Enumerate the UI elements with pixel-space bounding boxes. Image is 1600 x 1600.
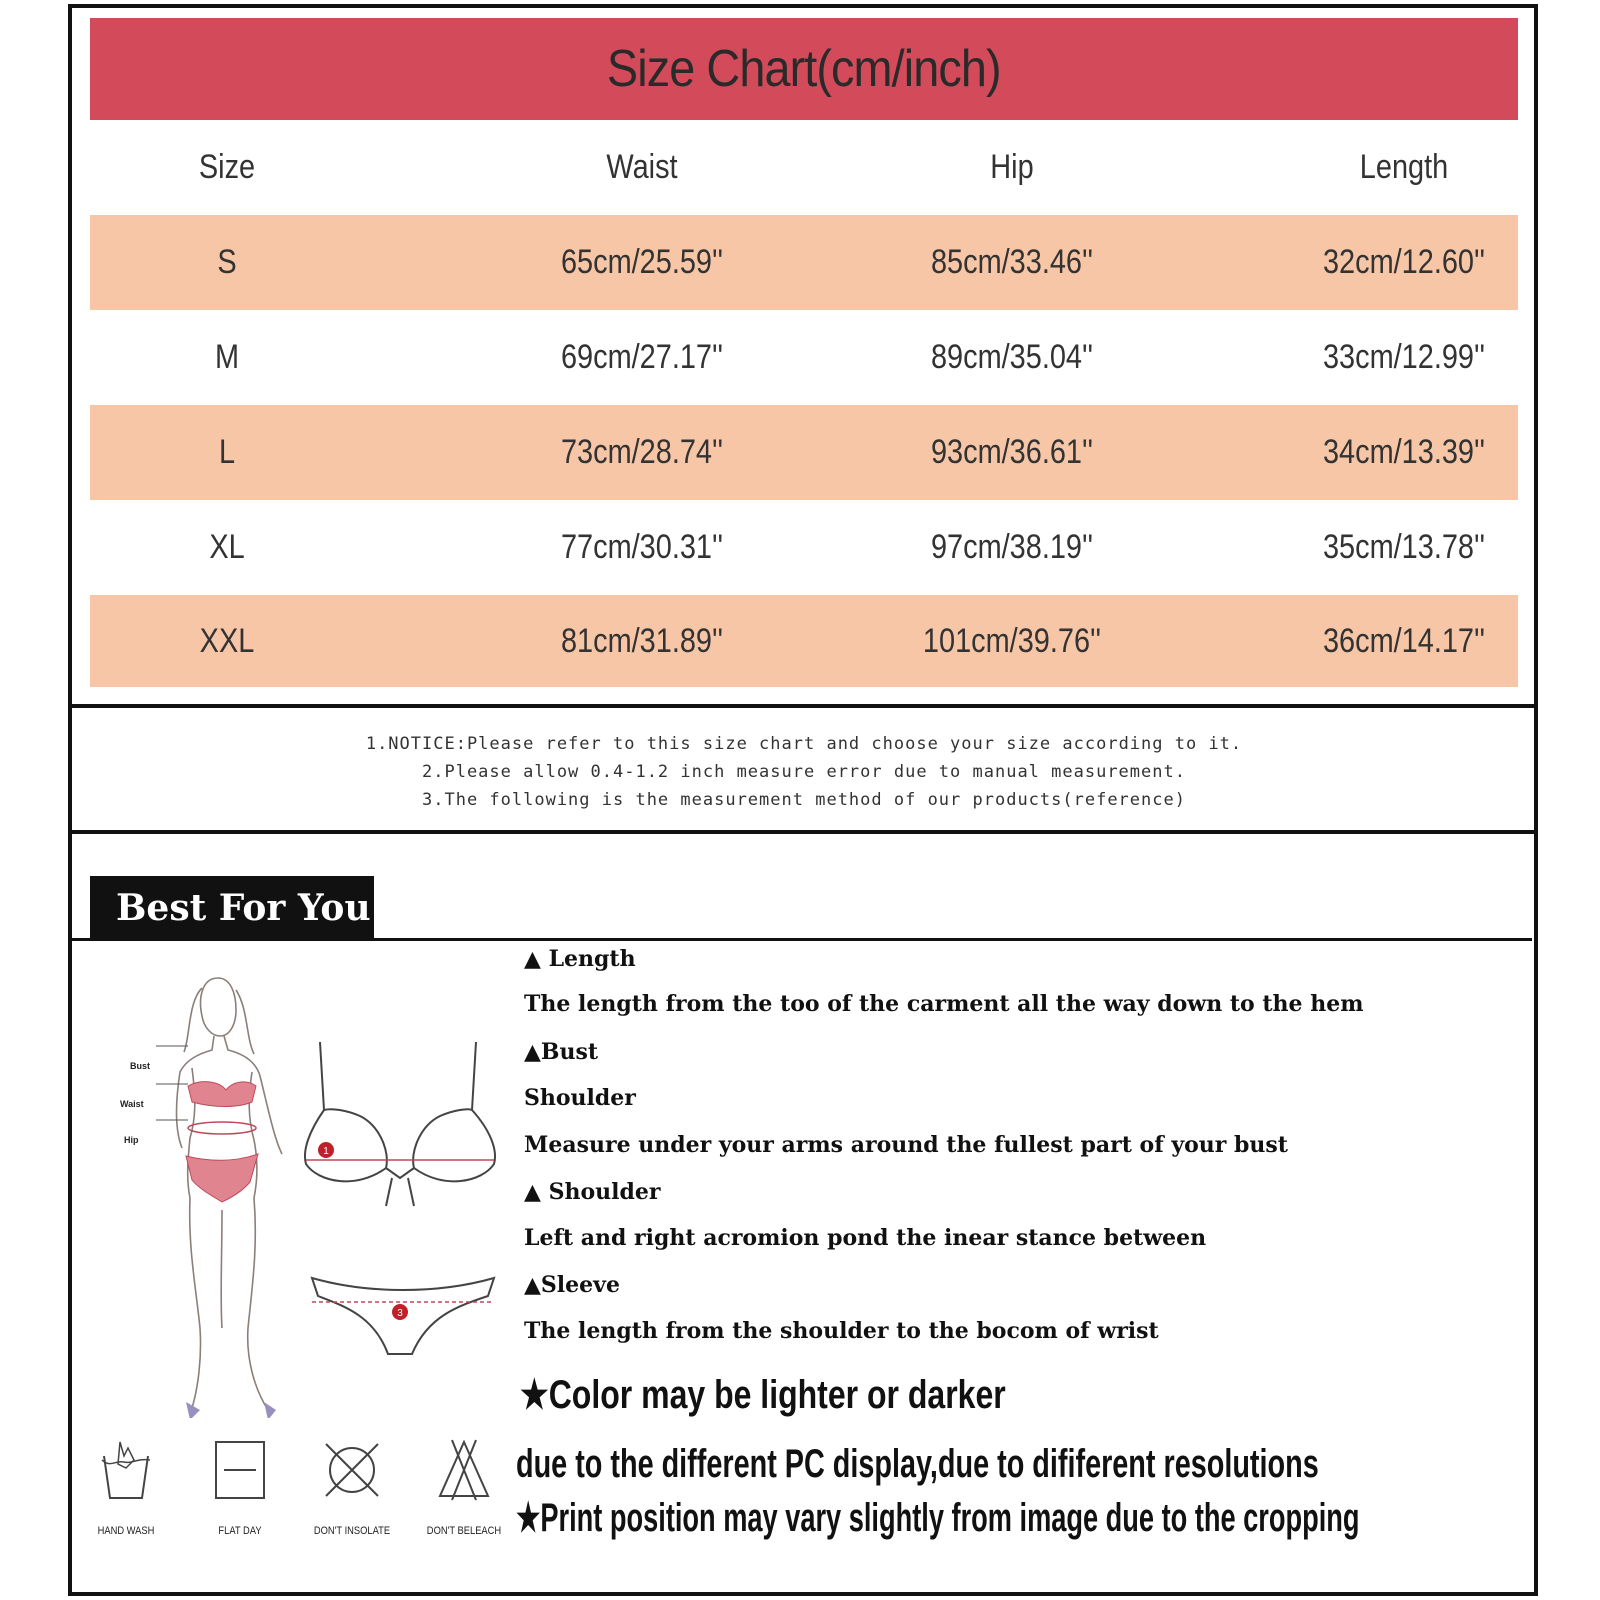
- size-chart-title-bar: [90, 18, 1518, 120]
- notice-line: 3.The following is the measurement method of our products(reference): [422, 790, 1186, 810]
- bust-heading: ▲Bust: [524, 1039, 599, 1065]
- length-cell: 34cm/13.39'': [1322, 433, 1486, 471]
- care-label: DON'T BELEACH: [426, 1525, 502, 1537]
- size-cell: XL: [209, 528, 245, 566]
- care-label: FLAT DAY: [218, 1525, 262, 1537]
- hip-cell: 93cm/36.61'': [930, 433, 1094, 471]
- waist-label: Waist: [120, 1099, 144, 1109]
- waist-cell: 81cm/31.89'': [560, 621, 724, 660]
- table-row: [90, 595, 1518, 687]
- hand-wash-icon: [96, 1438, 156, 1502]
- notice-line: 2.Please allow 0.4-1.2 inch measure error due to manual measurement.: [422, 762, 1186, 782]
- bust-label: Bust: [130, 1061, 150, 1071]
- care-hand-wash: [80, 1438, 172, 1537]
- care-flat-dry: [194, 1438, 286, 1537]
- waist-cell: 69cm/27.17'': [560, 338, 724, 376]
- hip-cell: 97cm/38.19'': [930, 528, 1094, 566]
- care-dont-bleach: [418, 1438, 510, 1537]
- header-waist: Waist: [606, 148, 678, 186]
- bottom-illustration: [308, 1272, 498, 1362]
- body-figure-illustration: [118, 958, 318, 1418]
- notice-line: 1.NOTICE:Please refer to this size chart and choose your size according to it.: [365, 734, 1243, 754]
- length-heading: ▲ Length: [524, 946, 636, 972]
- dont-bleach-icon: [434, 1438, 494, 1502]
- length-cell: 33cm/12.99'': [1322, 338, 1486, 376]
- length-cell: 35cm/13.78'': [1322, 528, 1486, 566]
- size-cell: XXL: [199, 621, 255, 660]
- waist-cell: 73cm/28.74'': [560, 433, 724, 471]
- length-description: The length from the too of the carment all the way down to the hem: [524, 991, 1364, 1017]
- marker-1: 1: [323, 1146, 329, 1157]
- sleeve-heading: ▲Sleeve: [524, 1272, 620, 1298]
- length-cell: 32cm/12.60'': [1322, 243, 1486, 281]
- bra-illustration: [300, 1040, 500, 1220]
- flat-dry-icon: [210, 1438, 270, 1502]
- bust-description: Measure under your arms around the fullest part of your bust: [524, 1132, 1288, 1158]
- size-table: [90, 120, 1518, 687]
- hip-cell: 89cm/35.04'': [930, 338, 1094, 376]
- size-chart-title: Size Chart(cm/inch): [607, 40, 1001, 98]
- waist-cell: 65cm/25.59'': [560, 243, 724, 281]
- color-note: ★Color may be lighter or darker: [520, 1373, 1006, 1417]
- print-note: ★Print position may vary slightly from image due to the cropping: [516, 1496, 1360, 1540]
- marker-3: 3: [397, 1308, 403, 1319]
- table-header-row: [90, 120, 1518, 215]
- header-length: Length: [1359, 148, 1449, 186]
- length-cell: 36cm/14.17'': [1322, 621, 1486, 660]
- bust-subheading: Shoulder: [524, 1085, 636, 1111]
- best-for-you-heading: [90, 876, 374, 940]
- size-cell: S: [217, 243, 237, 281]
- care-dont-insolate: [306, 1438, 398, 1537]
- size-cell: L: [218, 433, 236, 471]
- care-label: HAND WASH: [97, 1525, 155, 1537]
- heading-rule: [72, 938, 1532, 941]
- care-label: DON'T INSOLATE: [313, 1525, 391, 1537]
- hip-label: Hip: [124, 1135, 139, 1145]
- best-for-you-label: Best For You: [116, 887, 371, 929]
- display-note: due to the different PC display,due to dififerent resolutions: [516, 1442, 1319, 1486]
- shoulder-description: Left and right acromion pond the inear stance between: [524, 1225, 1207, 1251]
- sleeve-description: The length from the shoulder to the bocom of wrist: [524, 1318, 1159, 1344]
- waist-cell: 77cm/30.31'': [560, 528, 724, 566]
- dont-insolate-icon: [322, 1438, 382, 1502]
- hip-cell: 101cm/39.76'': [922, 621, 1102, 660]
- table-row: [90, 215, 1518, 310]
- table-row: [90, 405, 1518, 500]
- hip-cell: 85cm/33.46'': [930, 243, 1094, 281]
- header-hip: Hip: [990, 148, 1034, 186]
- table-row: [90, 500, 1518, 595]
- shoulder-heading: ▲ Shoulder: [524, 1179, 661, 1205]
- divider: [68, 704, 1538, 708]
- header-size: Size: [198, 148, 256, 186]
- notice-block: [90, 730, 1518, 814]
- divider: [68, 830, 1538, 834]
- table-row: [90, 310, 1518, 405]
- size-cell: M: [214, 338, 240, 376]
